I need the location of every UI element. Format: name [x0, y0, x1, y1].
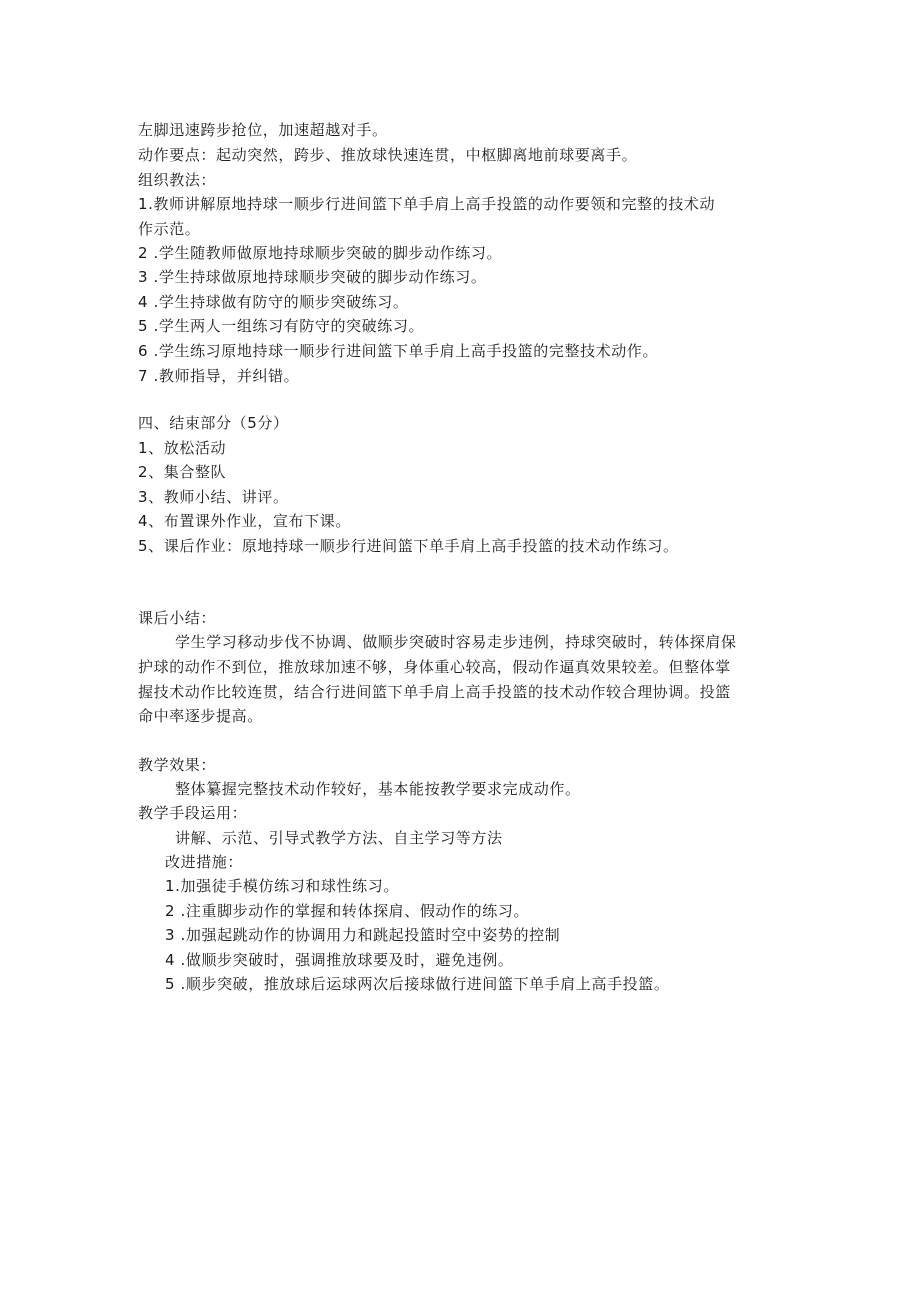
list-item: 3、教师小结、讲评。 — [138, 488, 289, 506]
paragraph-line: 讲解、示范、引导式教学方法、自主学习等方法 — [175, 829, 503, 847]
paragraph-line: 护球的动作不到位，推放球加速不够，身体重心较高，假动作逼真效果较差。但整体掌 — [138, 658, 731, 676]
list-item: 6 .学生练习原地持球一顺步行进间篮下单手肩上高手投篮的完整技术动作。 — [138, 342, 659, 360]
section-label: 组织教法： — [138, 171, 217, 189]
list-item: 2、集合整队 — [138, 463, 227, 481]
text-line: 作示范。 — [138, 220, 201, 238]
list-item: 7 .教师指导，并纠错。 — [138, 367, 300, 385]
section-heading: 四、结束部分（5分） — [138, 414, 289, 432]
section-label: 教学手段运用： — [138, 804, 248, 822]
list-item: 3 .学生持球做原地持球顺步突破的脚步动作练习。 — [138, 268, 487, 286]
list-item: 4 .做顺步突破时，强调推放球要及时，避免违例。 — [165, 951, 514, 969]
list-item: 5、课后作业：原地持球一顺步行进间篮下单手肩上高手投篮的技术动作练习。 — [138, 537, 679, 555]
paragraph-line: 整体纂握完整技术动作较好，基本能按教学要求完成动作。 — [175, 780, 581, 798]
section-label: 改进措施： — [165, 853, 244, 871]
paragraph-line: 学生学习移动步伐不协调、做顺步突破时容易走步违例，持球突破时，转体探肩保 — [175, 633, 737, 651]
list-item: 1、放松活动 — [138, 439, 227, 457]
list-item: 3 .加强起跳动作的协调用力和跳起投篮时空中姿势的控制 — [165, 926, 561, 944]
list-item: 1.加强徒手模仿练习和球性练习。 — [165, 877, 399, 895]
paragraph-line: 握技术动作比较连贯，结合行进间篮下单手肩上高手投篮的技术动作较合理协调。投篮 — [138, 683, 731, 701]
text-line: 动作要点：起动突然，跨步、推放球快速连贯，中枢脚离地前球要离手。 — [138, 146, 638, 164]
list-item: 5 .学生两人一组练习有防守的突破练习。 — [138, 317, 425, 335]
list-item: 1.教师讲解原地持球一顺步行进间篮下单手肩上高手投篮的动作要领和完整的技术动 — [138, 195, 716, 213]
paragraph-line: 命中率逐步提高。 — [138, 707, 263, 725]
list-item: 4 .学生持球做有防守的顺步突破练习。 — [138, 293, 409, 311]
list-item: 4、布置课外作业，宣布下课。 — [138, 512, 351, 530]
list-item: 2 .注重脚步动作的掌握和转体探肩、假动作的练习。 — [165, 902, 530, 920]
section-label: 课后小结： — [138, 609, 217, 627]
list-item: 2 .学生随教师做原地持球顺步突破的脚步动作练习。 — [138, 244, 503, 262]
list-item: 5 .顺步突破，推放球后运球两次后接球做行进间篮下单手肩上高手投篮。 — [165, 975, 670, 993]
text-line: 左脚迅速跨步抢位，加速超越对手。 — [138, 121, 388, 139]
section-label: 教学效果： — [138, 756, 217, 774]
